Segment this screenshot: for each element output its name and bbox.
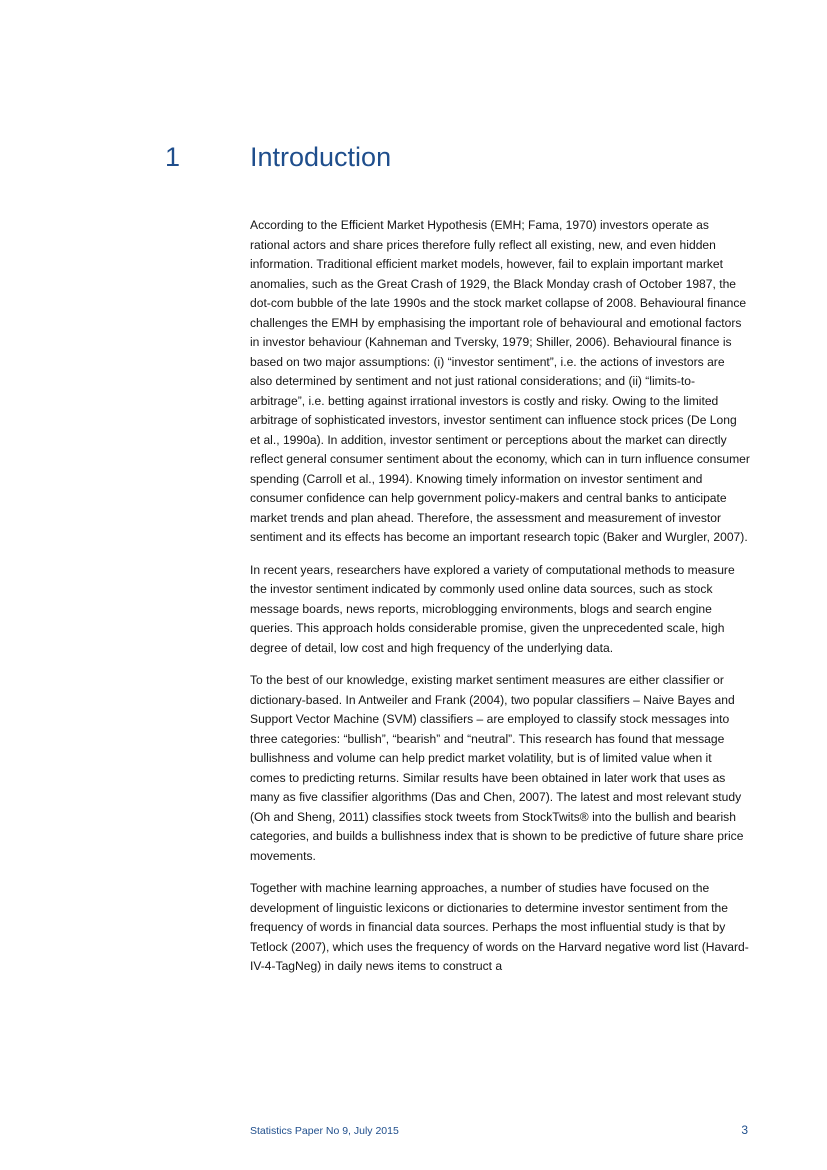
footer-page-number: 3 [741, 1123, 748, 1137]
body-text [250, 216, 750, 990]
section-number: 1 [165, 142, 181, 172]
paragraph-1: According to the Efficient Market Hypothesis (EMH; Fama, 1970) investors operate as rational actors and share prices therefore fully reflect all existing, new, and even hidden information. Traditional efficient market models, however, fail to explain important market anomalies, such as the Great Crash of 1929, the Black Monday crash of October 1987, the dot-com bubble of the late 1990s and the stock market collapse of 2008. Behavioural finance challenges the EMH by emphasising the important role of behavioural and emotional factors in investor behaviour (Kahneman and Tversky, 1979; Shiller, 2006). Behavioural finance is based on two major assumptions: (i) “investor sentiment”, i.e. the actions of investors are also determined by sentiment and not just rational considerations; and (ii) “limits-to-arbitrage”, i.e. betting against irrational investors is costly and risky. Owing to the limited arbitrage of sophisticated investors, investor sentiment can influence stock prices (De Long et al., 1990a). In addition, investor sentiment or perceptions about the market can directly reflect general consumer sentiment about the economy, which can in turn influence consumer spending (Carroll et al., 1994). Knowing timely information on investor sentiment and consumer confidence can help government policy-makers and central banks to anticipate market trends and plan ahead. Therefore, the assessment and measurement of investor sentiment and its effects has become an important research topic (Baker and Wurgler, 2007). [250, 218, 750, 544]
section-title: Introduction [250, 142, 392, 172]
paragraph-2: In recent years, researchers have explored a variety of computational methods to measure the investor sentiment indicated by commonly used online data sources, such as stock message boards, news reports, microblogging environments, blogs and search engine queries. This approach holds considerable promise, given the unprecedented scale, high degree of detail, low cost and high frequency of the underlying data. [250, 562, 735, 655]
paragraph-4: Together with machine learning approaches, a number of studies have focused on the development of linguistic lexicons or dictionaries to determine investor sentiment from the frequency of words in financial data sources. Perhaps the most influential study is that by Tetlock (2007), which uses the frequency of words on the Harvard negative word list (Havard-IV-4-TagNeg) in daily news items to construct a [250, 881, 749, 973]
paragraph-3: To the best of our knowledge, existing market sentiment measures are either classifier or dictionary-based. In Antweiler and Frank (2004), two popular classifiers – Naive Bayes and Support Vector Machine (SVM) classifiers – are employed to classify stock messages into three categories: “bullish”, “bearish” and “neutral”. This research has found that message bullishness and volume can help predict market volatility, but is of limited value when it comes to predicting returns. Similar results have been obtained in later work that uses as many as five classifier algorithms (Das and Chen, 2007). The latest and most relevant study (Oh and Sheng, 2011) classifies stock tweets from StockTwits® into the bullish and bearish categories, and builds a bullishness index that is shown to be predictive of future share price movements. [250, 673, 744, 863]
footer-publication: Statistics Paper No 9, July 2015 [250, 1125, 399, 1137]
